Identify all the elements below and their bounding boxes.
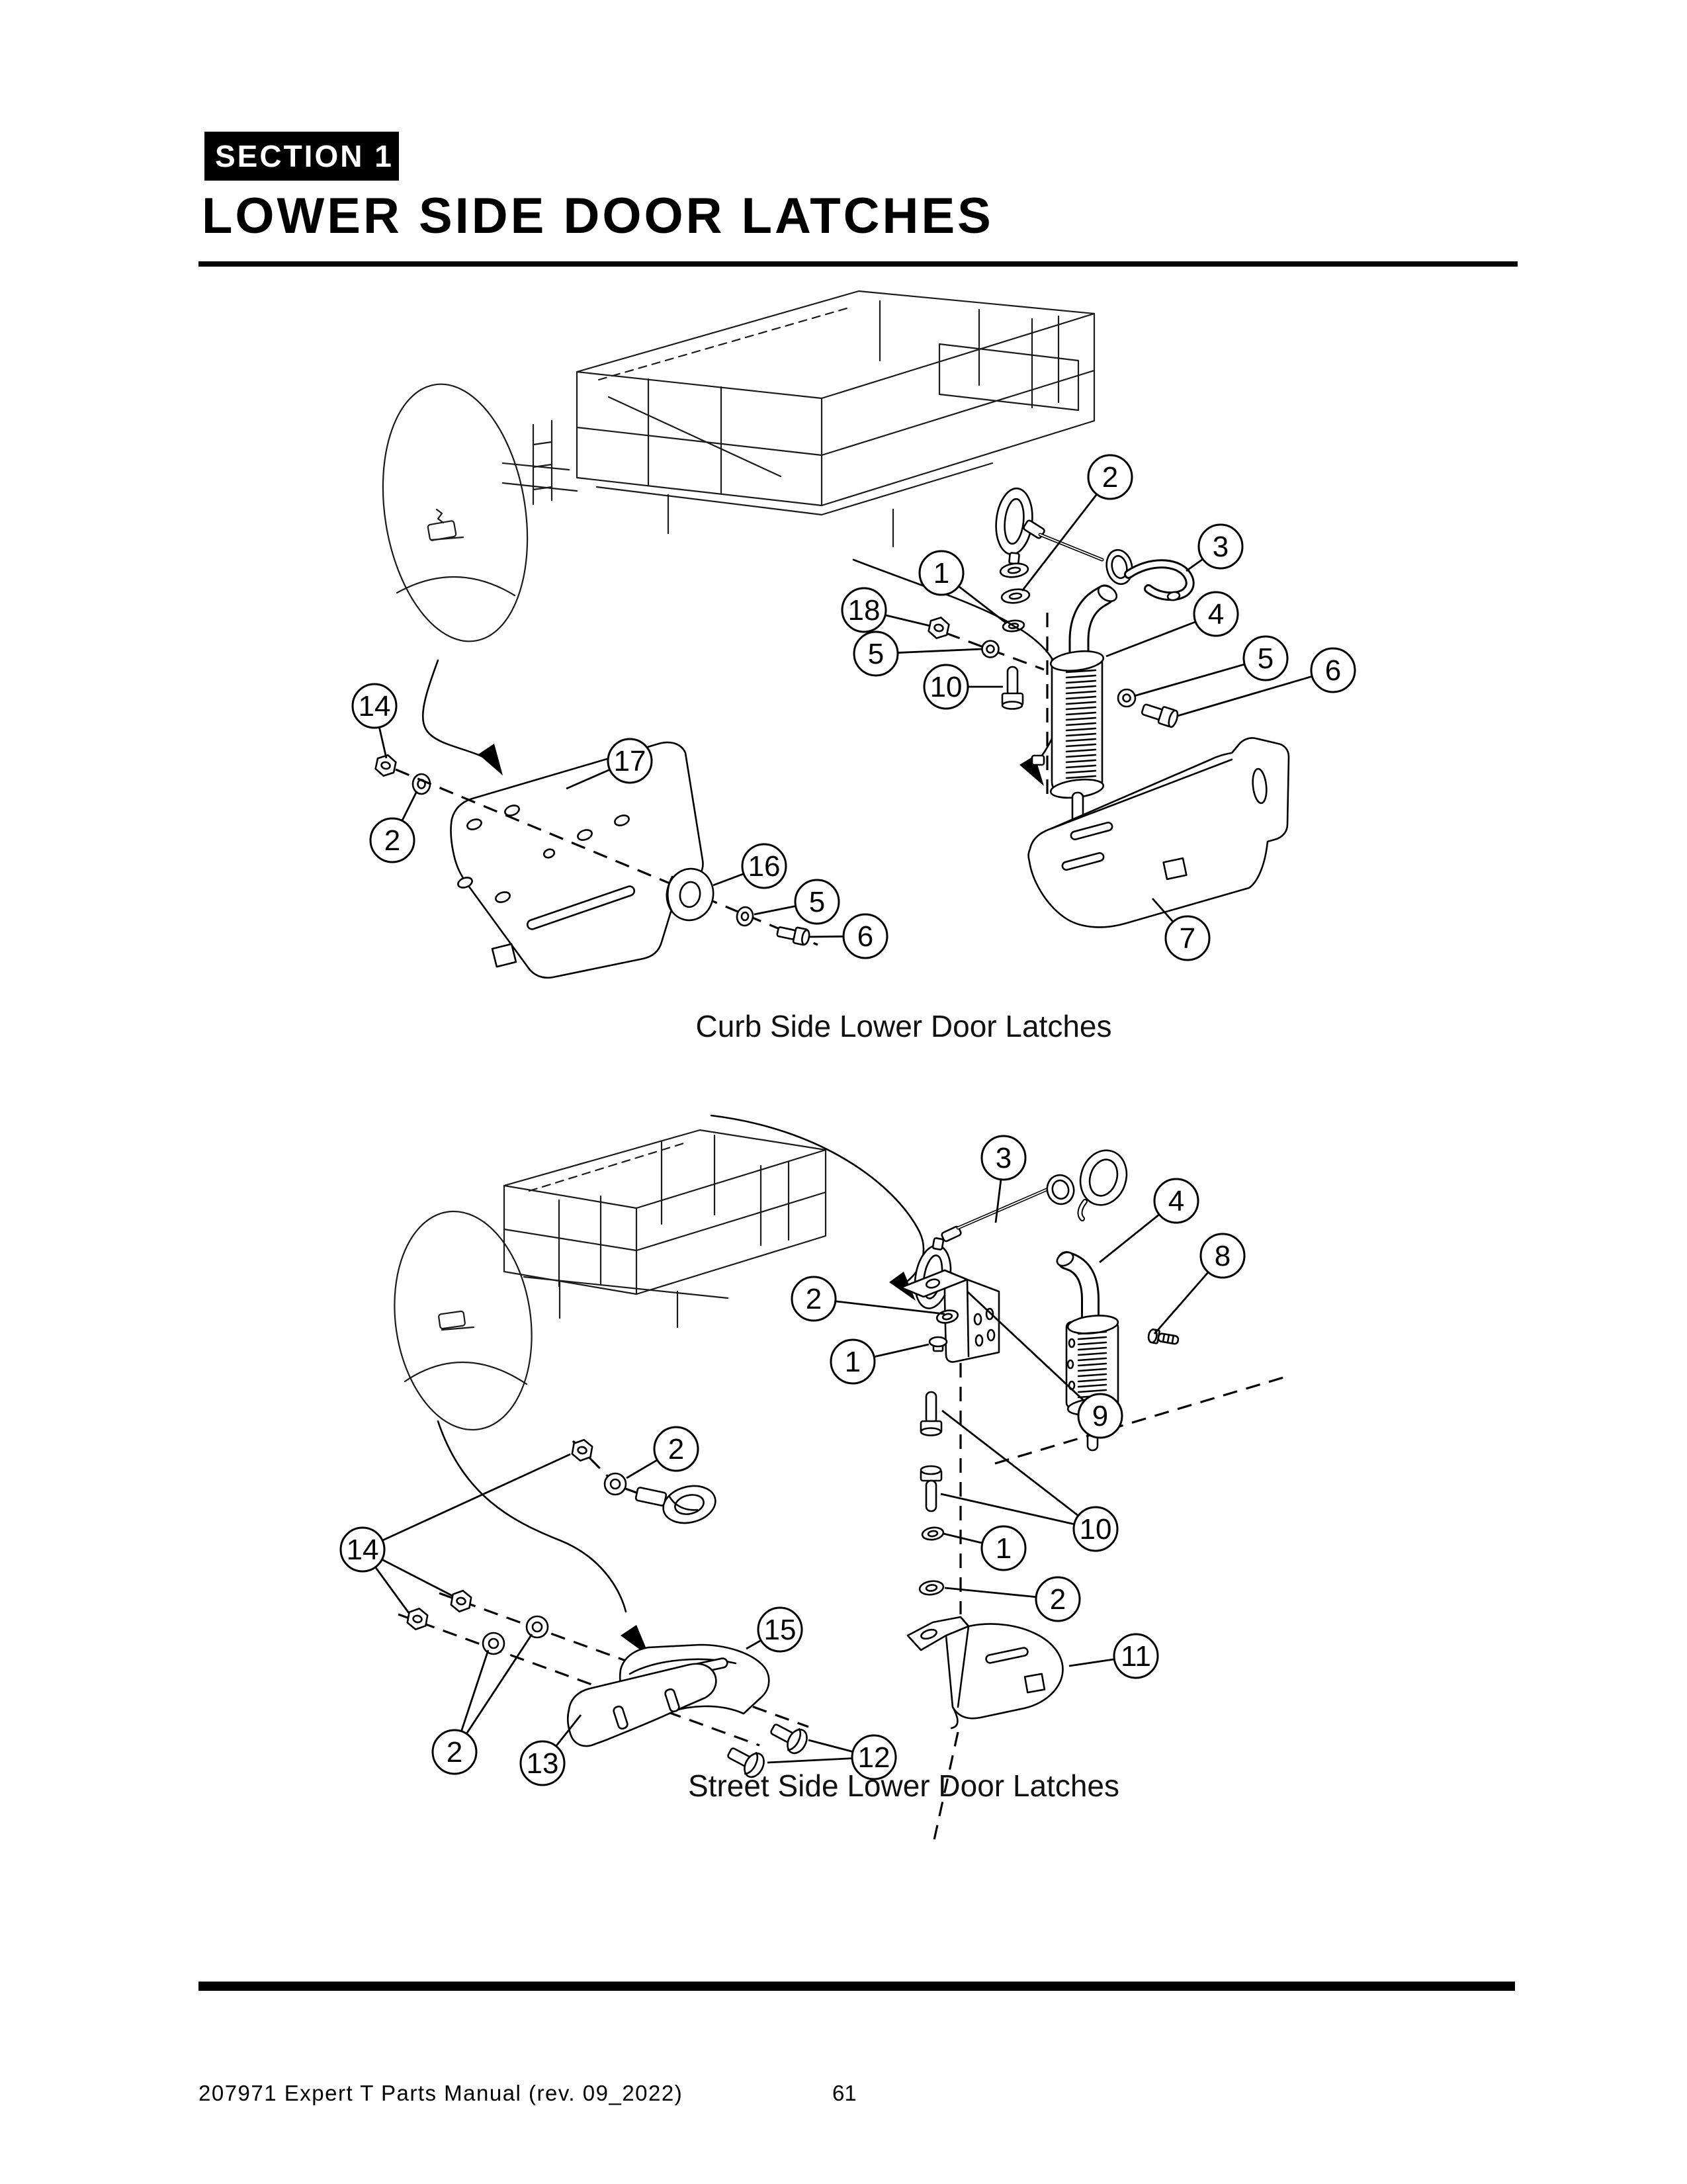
hex-nut-18 bbox=[928, 615, 950, 640]
callout-number: 4 bbox=[1168, 1185, 1185, 1217]
callout-number: 5 bbox=[867, 638, 885, 670]
callout-leader bbox=[1154, 1272, 1208, 1334]
callout-leader bbox=[1069, 1659, 1114, 1666]
callout-leader bbox=[898, 649, 982, 653]
callout-leader bbox=[746, 1640, 761, 1649]
callout-leader bbox=[996, 1180, 1001, 1223]
section-label: SECTION 1 bbox=[215, 139, 394, 173]
callout-number: 14 bbox=[358, 690, 391, 722]
bolt-long bbox=[921, 1392, 941, 1436]
callout-leader bbox=[808, 936, 844, 937]
callout-leader bbox=[375, 1567, 409, 1613]
callout-number: 17 bbox=[613, 745, 646, 777]
arrowhead-to-plate bbox=[478, 744, 503, 775]
callout-number: 10 bbox=[930, 671, 963, 703]
callout-leader bbox=[767, 1759, 852, 1763]
callout-number: 1 bbox=[844, 1346, 861, 1378]
callout-leader bbox=[1178, 676, 1312, 716]
callout-number: 5 bbox=[1257, 642, 1274, 675]
callout-leader bbox=[1106, 622, 1195, 656]
mounting-plate-17 bbox=[451, 742, 703, 978]
callout-number: 12 bbox=[857, 1741, 890, 1774]
callout-number: 2 bbox=[1102, 461, 1119, 494]
hex-nut-row2 bbox=[406, 1607, 428, 1631]
truck-illustration-street bbox=[381, 1130, 826, 1439]
callout-number: 3 bbox=[995, 1142, 1012, 1174]
callout-leader bbox=[402, 791, 417, 820]
callout-leader bbox=[379, 727, 386, 758]
callout-leader bbox=[754, 906, 796, 914]
bolt-10 bbox=[1002, 667, 1023, 709]
callout-leader bbox=[943, 1534, 982, 1543]
caption-street-side: Street Side Lower Door Latches bbox=[687, 1769, 1120, 1803]
callout-leader bbox=[885, 615, 930, 626]
callout-leader bbox=[382, 1454, 570, 1540]
callout-number: 2 bbox=[1049, 1583, 1066, 1616]
callout-number: 1 bbox=[933, 557, 950, 590]
callout-number: 9 bbox=[1092, 1400, 1109, 1432]
callout-leader bbox=[713, 874, 744, 885]
eye-bolt-horizontal bbox=[635, 1481, 719, 1528]
callout-leader bbox=[959, 586, 1006, 623]
footer-text: 207971 Expert T Parts Manual (rev. 09_2022) bbox=[198, 2081, 683, 2105]
bolt-6 bbox=[1141, 701, 1180, 728]
callout-leader bbox=[1186, 559, 1203, 571]
callouts-street bbox=[341, 1136, 1244, 1785]
bolt-short bbox=[921, 1466, 941, 1511]
callout-number: 10 bbox=[1079, 1513, 1112, 1546]
callout-leader bbox=[942, 1411, 1078, 1516]
callout-number: 6 bbox=[857, 920, 874, 953]
callout-number: 2 bbox=[384, 824, 401, 857]
parts-street bbox=[398, 1145, 1283, 1846]
callout-number: 2 bbox=[668, 1433, 685, 1465]
callout-leader bbox=[1100, 1215, 1159, 1262]
callout-leader bbox=[461, 1650, 488, 1731]
bolt-6-lower bbox=[776, 924, 810, 945]
callout-number: 13 bbox=[526, 1747, 559, 1780]
hex-nut-row1 bbox=[450, 1589, 472, 1613]
callout-number: 8 bbox=[1214, 1240, 1231, 1272]
callout-number: 6 bbox=[1324, 654, 1342, 687]
callout-leader bbox=[1134, 664, 1244, 696]
callout-number: 3 bbox=[1212, 531, 1229, 563]
callout-number: 7 bbox=[1179, 922, 1196, 955]
flange-nut bbox=[930, 1337, 947, 1351]
callout-number: 11 bbox=[1121, 1640, 1151, 1673]
callout-number: 1 bbox=[995, 1532, 1012, 1565]
callout-number: 18 bbox=[847, 594, 881, 627]
page-title: LOWER SIDE DOOR LATCHES bbox=[202, 188, 994, 244]
callout-number: 15 bbox=[763, 1614, 797, 1646]
leader-curves-street bbox=[438, 1115, 924, 1657]
callout-number: 5 bbox=[808, 886, 826, 918]
callout-number: 16 bbox=[748, 850, 781, 883]
callout-leader bbox=[1022, 494, 1097, 591]
callout-leader bbox=[874, 1344, 929, 1357]
callout-leader bbox=[945, 1588, 1036, 1597]
caption-curb-side: Curb Side Lower Door Latches bbox=[695, 1009, 1112, 1043]
keeper-bracket-11 bbox=[908, 1617, 1062, 1728]
callout-number: 14 bbox=[346, 1534, 379, 1566]
callout-number: 4 bbox=[1207, 598, 1225, 631]
callout-number: 2 bbox=[805, 1283, 822, 1315]
callout-leader bbox=[808, 1740, 853, 1752]
truck-illustration-curb bbox=[366, 291, 1094, 652]
footer-rule bbox=[198, 1982, 1515, 1991]
callout-leader bbox=[627, 1460, 658, 1478]
page-number: 61 bbox=[832, 2081, 857, 2105]
carriage-bolt-b bbox=[767, 1718, 810, 1757]
callout-number: 2 bbox=[446, 1736, 463, 1769]
screw-8 bbox=[1148, 1329, 1180, 1347]
